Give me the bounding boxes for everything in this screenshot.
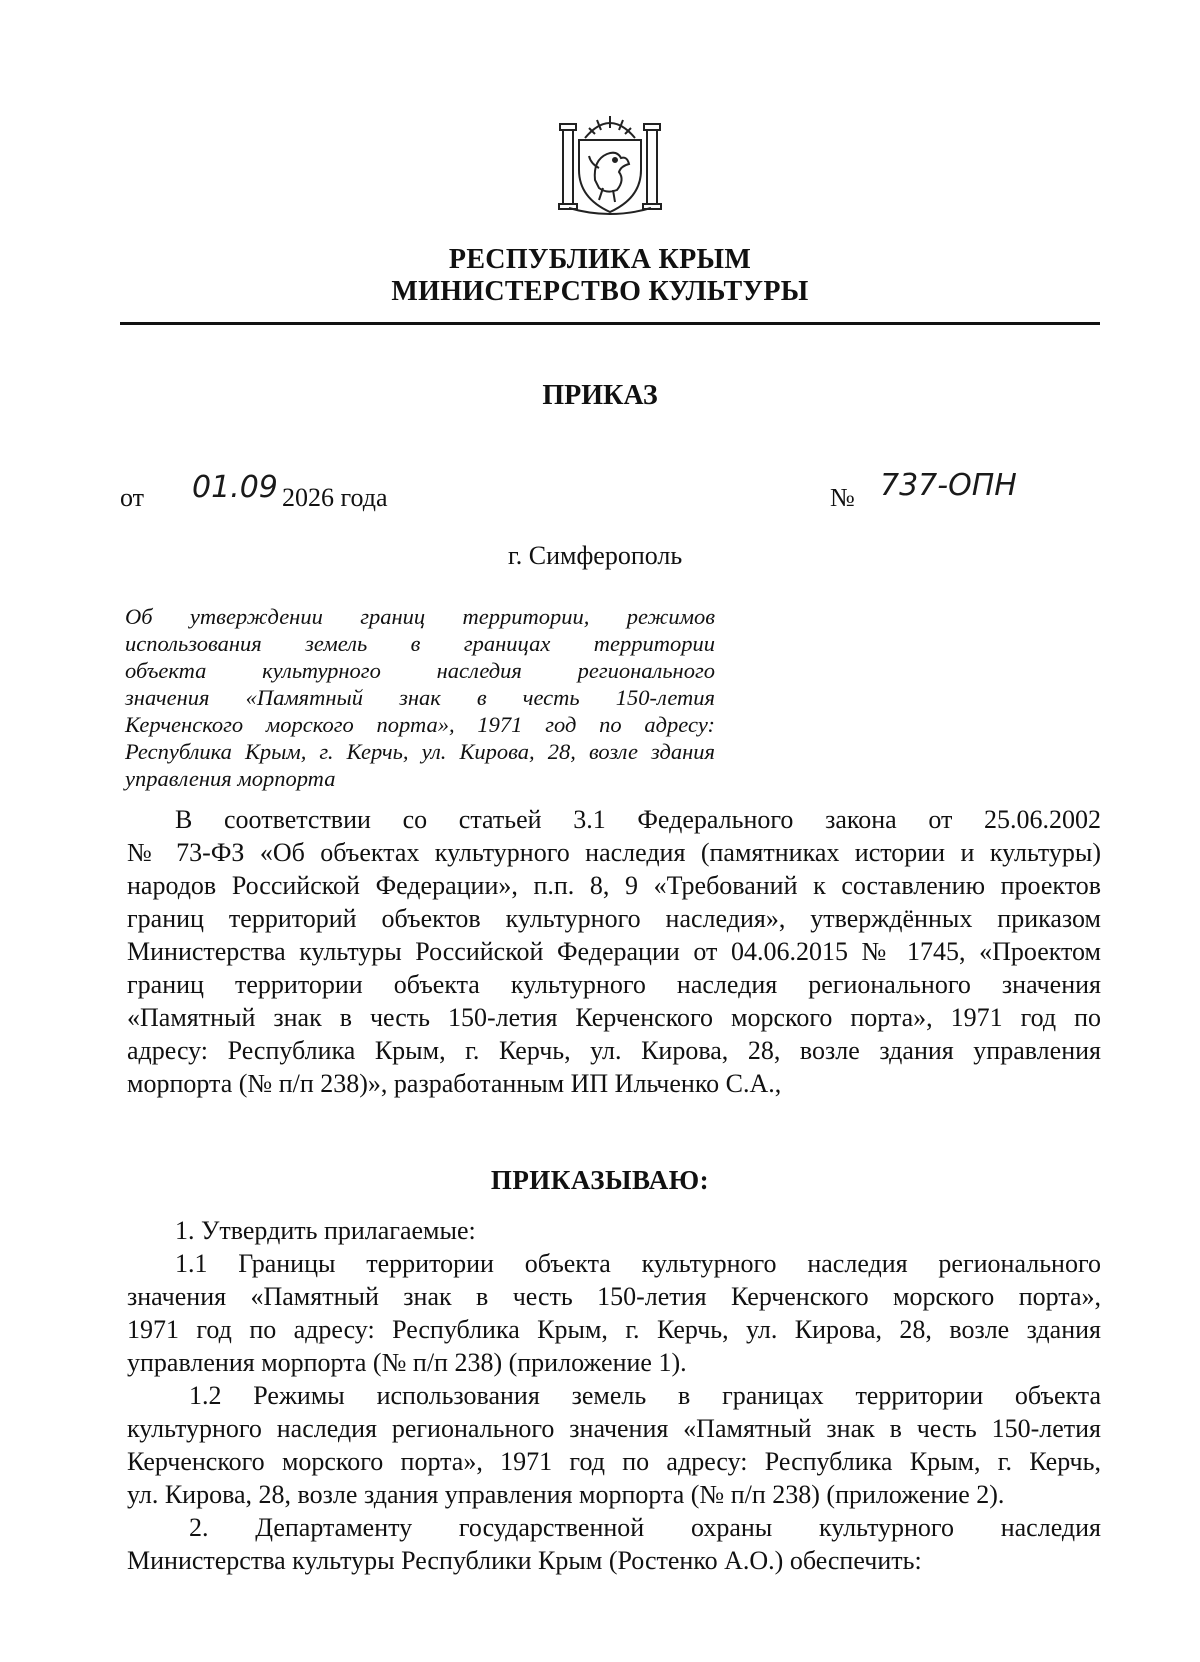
preamble-line: адресу: Республика Крым, г. Керчь, ул. Кирова, 28, возле здания управления [127, 1036, 1101, 1065]
item-line: 1. Утвердить прилагаемые: [175, 1216, 476, 1245]
subject-line: Об утверждении границ территории, режимов [125, 604, 715, 629]
preamble-line: Министерства культуры Российской Федерации от 04.06.2015 № 1745, «Проектом [127, 937, 1101, 966]
item-line: 1.1 Границы территории объекта культурного наследия регионального [175, 1249, 1101, 1278]
ministry-heading: МИНИСТЕРСТВО КУЛЬТУРЫ [391, 276, 809, 307]
item-line: Керченского морского порта», 1971 год по адресу: Республика Крым, г. Керчь, [127, 1447, 1101, 1476]
preamble-line: народов Российской Федерации», п.п. 8, 9 «Требований к составлению проектов [127, 871, 1101, 900]
preamble-line: В соответствии со статьей 3.1 Федерального закона от 25.06.2002 [175, 805, 1101, 834]
preamble-line: № 73-ФЗ «Об объектах культурного наследия (памятниках истории и культуры) [127, 838, 1101, 867]
item-line: ул. Кирова, 28, возле здания управления морпорта (№ п/п 238) (приложение 2). [127, 1480, 1005, 1509]
subject-line: Республика Крым, г. Керчь, ул. Кирова, 28, возле здания [125, 739, 715, 764]
preamble-line: «Памятный знак в честь 150-летия Керченского морского порта», 1971 год по [127, 1003, 1101, 1032]
item-1-1 [127, 1247, 1101, 1379]
item-line: 1.2 Режимы использования земель в границах территории объекта [189, 1381, 1101, 1410]
item-line: Министерства культуры Республики Крым (Ростенко А.О.) обеспечить: [127, 1546, 922, 1575]
crimea-coat-of-arms-icon [555, 108, 665, 218]
preamble-paragraph [127, 803, 1101, 1100]
preamble-line: морпорта (№ п/п 238)», разработанным ИП Ильченко С.А., [127, 1069, 782, 1098]
number-label: № [830, 483, 855, 512]
subject-line: управления морпорта [125, 766, 336, 791]
document-title: ПРИКАЗ [542, 380, 658, 411]
decree-heading: ПРИКАЗЫВАЮ: [490, 1165, 710, 1195]
city-line: г. Симферополь [508, 541, 683, 570]
handwritten-date: 01.09 [192, 470, 278, 505]
preamble-line: границ территории объекта культурного наследия регионального значения [127, 970, 1101, 999]
item-line: 2. Департаменту государственной охраны культурного наследия [189, 1513, 1101, 1542]
item-line: значения «Памятный знак в честь 150-летия Керченского морского порта», [127, 1282, 1101, 1311]
item-line: 1971 год по адресу: Республика Крым, г. Керчь, ул. Кирова, 28, возле здания [127, 1315, 1101, 1344]
item-2 [127, 1511, 1101, 1577]
item-1 [127, 1214, 1101, 1247]
item-line: культурного наследия регионального значения «Памятный знак в честь 150-летия [127, 1414, 1101, 1443]
preamble-line: границ территорий объектов культурного наследия», утверждённых приказом [127, 904, 1101, 933]
subject-line: значения «Памятный знак в честь 150-летия [125, 685, 715, 710]
item-1-2 [127, 1379, 1101, 1511]
subject-line: использования земель в границах территории [125, 631, 715, 656]
from-label: от [120, 483, 145, 512]
subject-line: Керченского морского порта», 1971 год по адресу: [125, 712, 715, 737]
subject-line: объекта культурного наследия регионального [125, 658, 715, 683]
year-text: 2026 года [282, 483, 388, 512]
handwritten-number: 737-ОПН [880, 468, 1017, 503]
republic-heading: РЕСПУБЛИКА КРЫМ [448, 244, 752, 275]
item-line: управления морпорта (№ п/п 238) (приложение 1). [127, 1348, 687, 1377]
order-subject [125, 603, 715, 792]
header-rule [120, 322, 1100, 325]
